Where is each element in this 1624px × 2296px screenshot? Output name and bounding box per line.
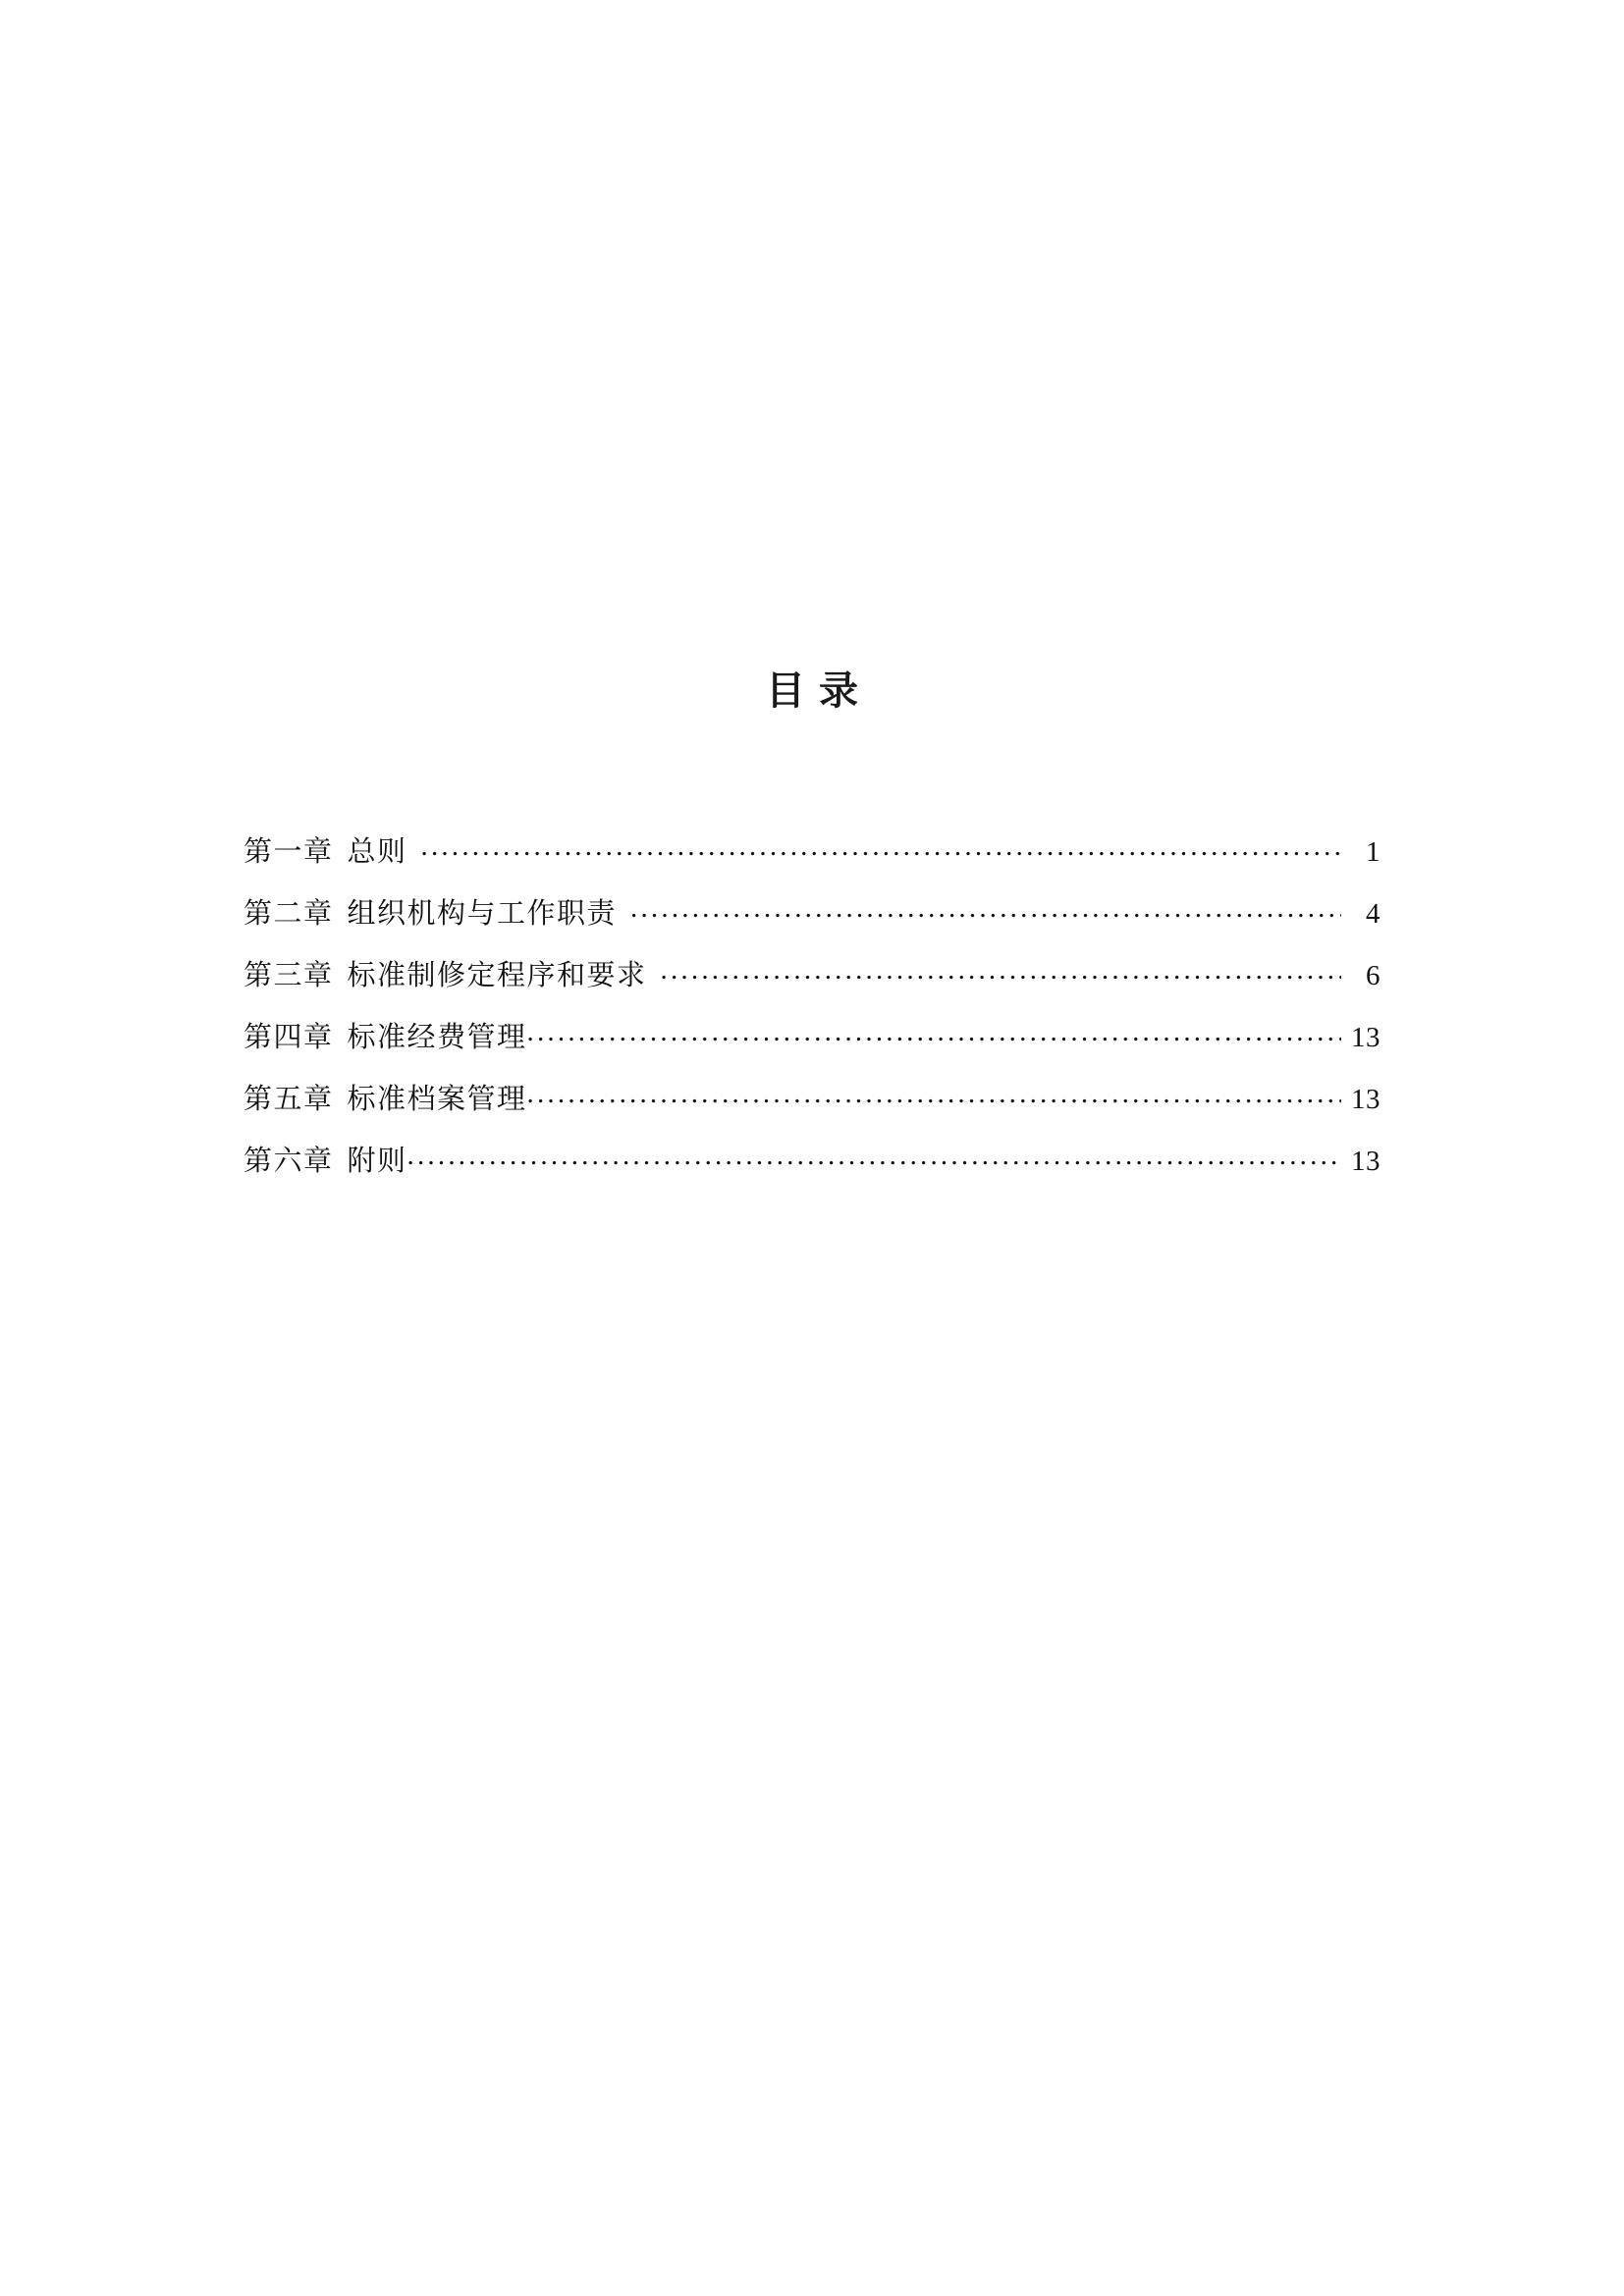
toc-leader-dots xyxy=(527,1080,1341,1108)
toc-chapter-number: 第三章 xyxy=(244,960,334,991)
toc-entry[interactable] xyxy=(244,1139,1380,1201)
toc-leader-dots xyxy=(407,1142,1341,1170)
toc-entry-label: 标准经费管理 xyxy=(347,1022,527,1053)
toc-entry[interactable] xyxy=(244,829,1380,891)
toc-page-number: 13 xyxy=(1351,1084,1380,1115)
page-title: 目录 xyxy=(766,669,872,713)
toc-leader-dots xyxy=(421,832,1341,861)
toc-entry-label: 总则 xyxy=(347,836,407,868)
toc-page-number: 13 xyxy=(1351,1146,1380,1177)
toc-entry-label: 标准档案管理 xyxy=(347,1084,527,1115)
table-of-contents xyxy=(244,829,1380,1201)
toc-chapter-number: 第二章 xyxy=(244,898,334,930)
toc-entry-label: 组织机构与工作职责 xyxy=(347,898,618,930)
toc-page-number: 4 xyxy=(1366,898,1380,930)
toc-entry-label: 附则 xyxy=(347,1146,407,1177)
toc-page-number: 6 xyxy=(1366,960,1380,991)
toc-page-number: 13 xyxy=(1351,1022,1380,1053)
toc-leader-dots xyxy=(527,1018,1341,1046)
toc-entry[interactable] xyxy=(244,953,1380,1015)
toc-chapter-number: 第一章 xyxy=(244,836,334,868)
toc-entry[interactable] xyxy=(244,1077,1380,1139)
toc-entry-label: 标准制修定程序和要求 xyxy=(347,960,647,991)
toc-chapter-number: 第六章 xyxy=(244,1146,334,1177)
toc-page-number: 1 xyxy=(1366,836,1380,868)
toc-chapter-number: 第四章 xyxy=(244,1022,334,1053)
toc-leader-dots xyxy=(630,894,1341,923)
toc-chapter-number: 第五章 xyxy=(244,1084,334,1115)
toc-entry[interactable] xyxy=(244,1015,1380,1077)
toc-entry[interactable] xyxy=(244,891,1380,953)
toc-leader-dots xyxy=(661,956,1341,985)
